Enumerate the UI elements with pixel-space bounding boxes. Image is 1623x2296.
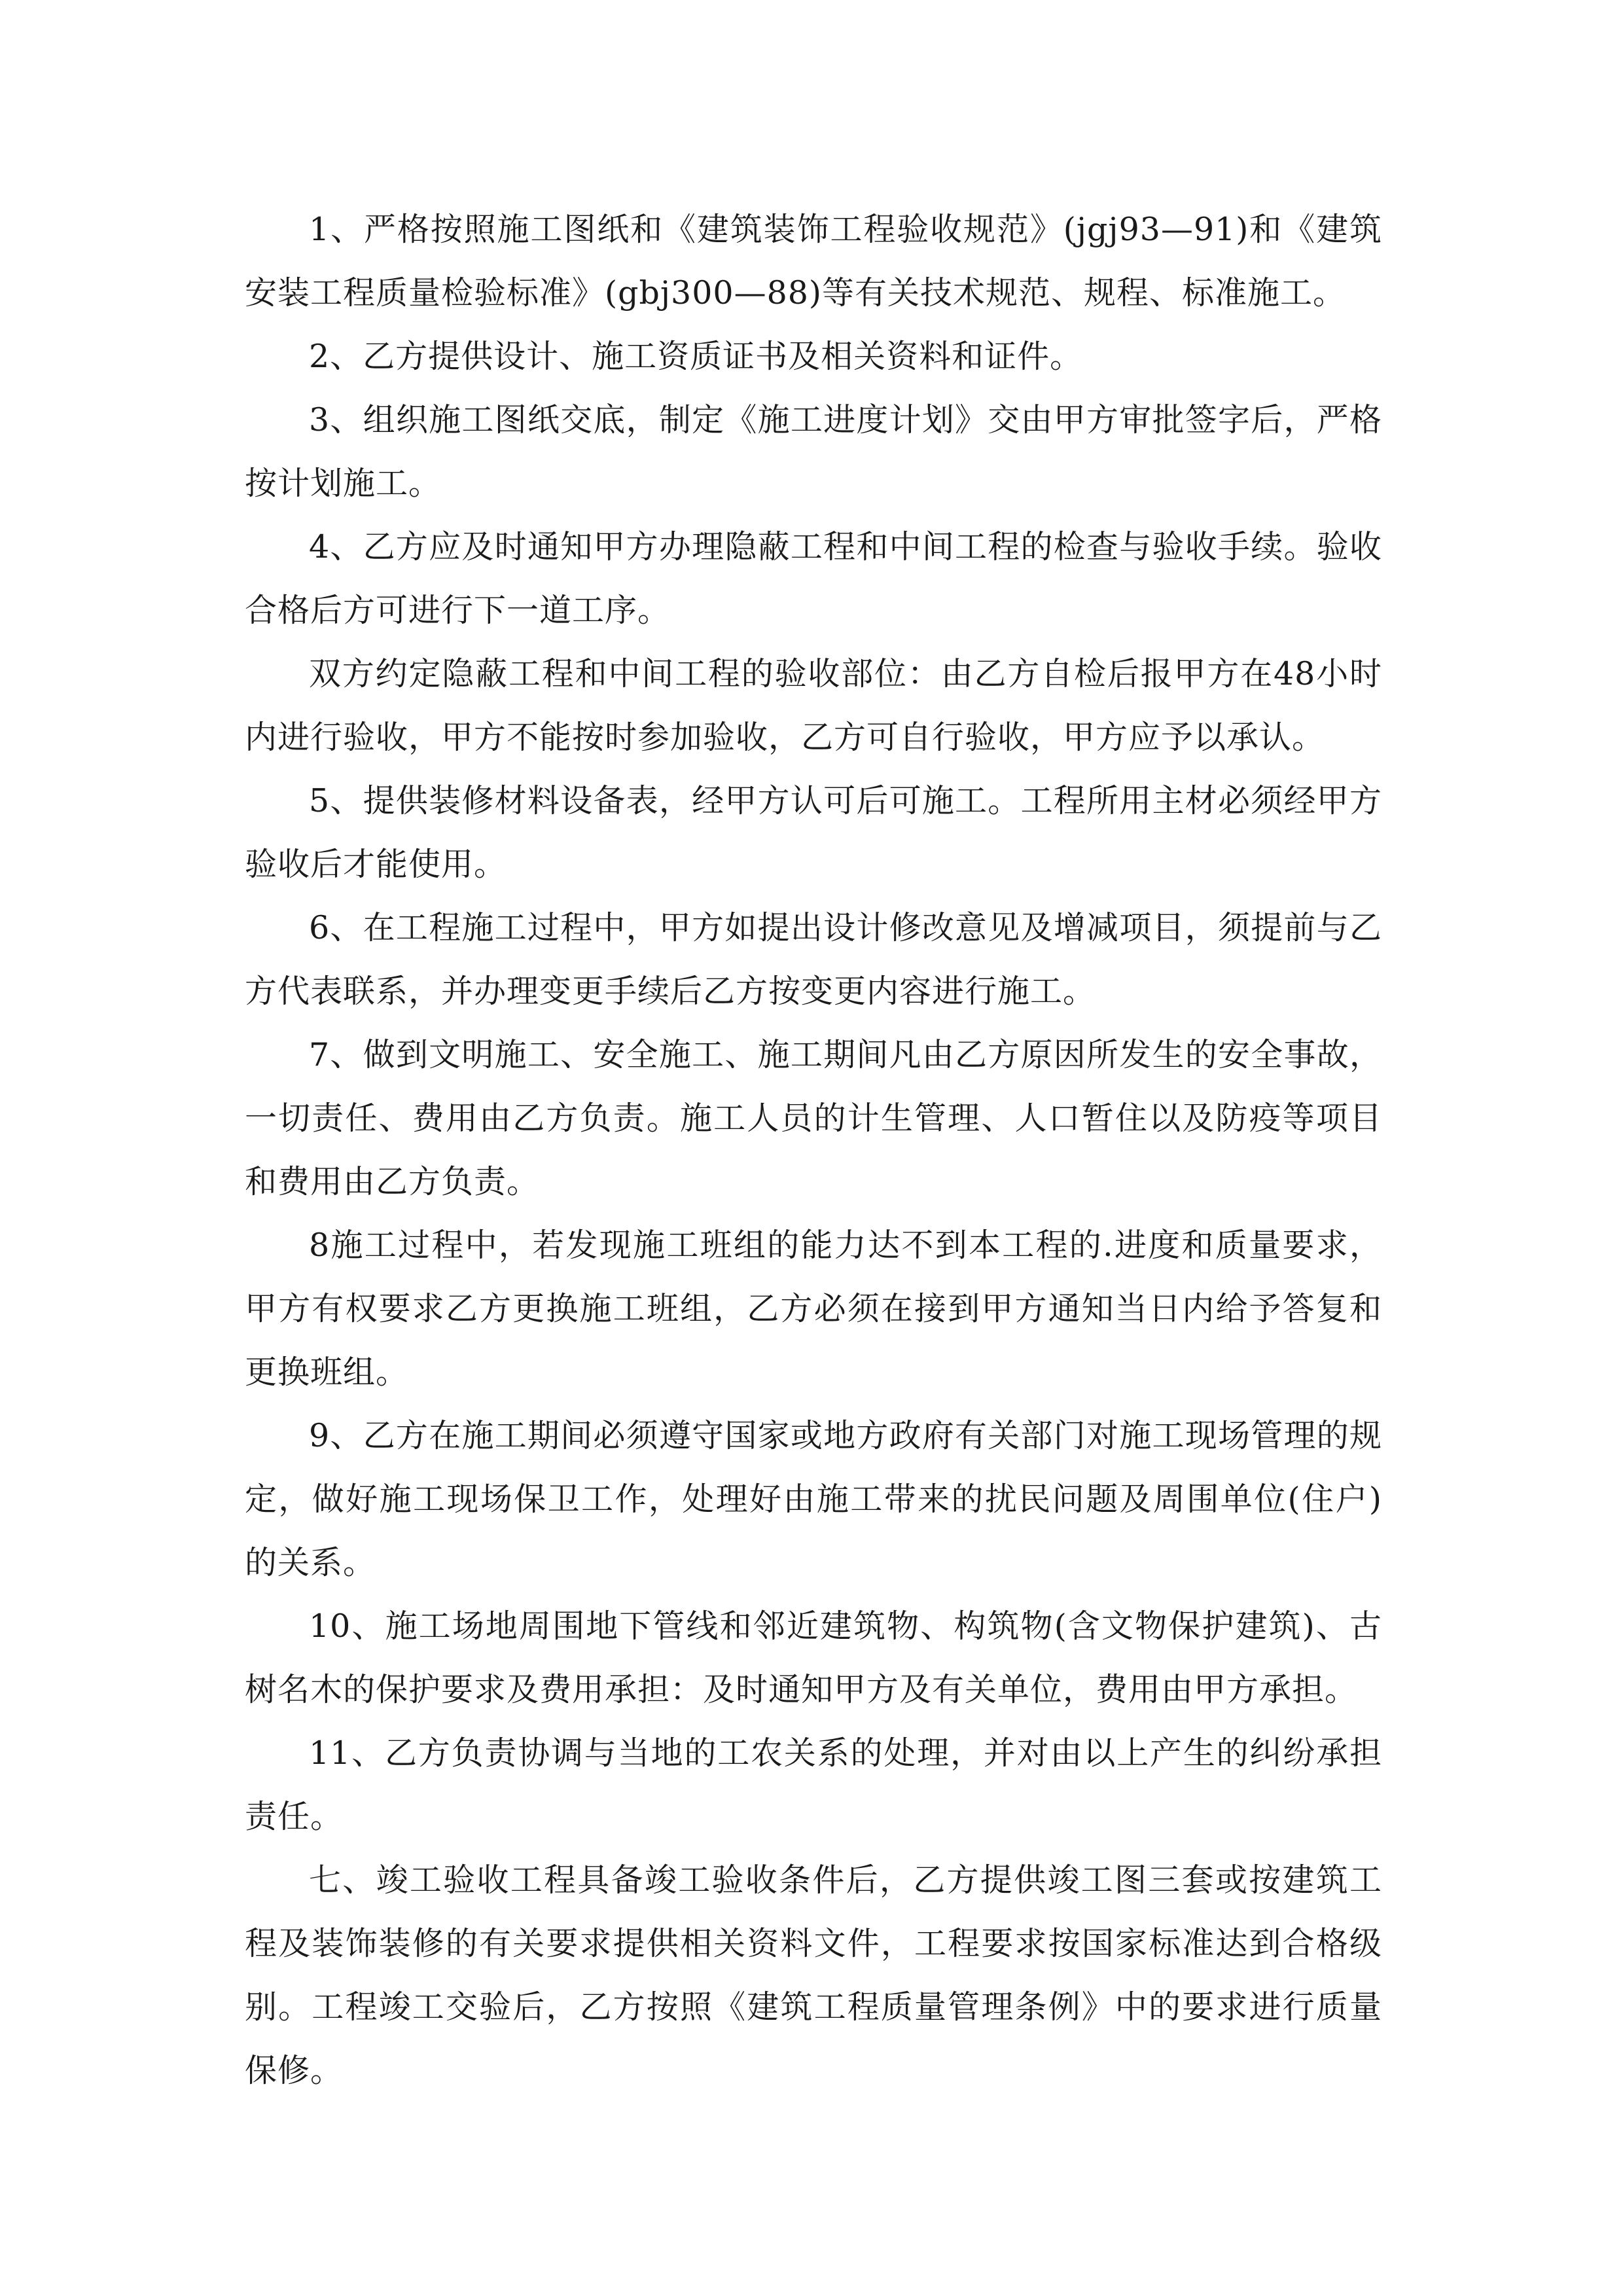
paragraph-section-7-completion: 七、竣工验收工程具备竣工验收条件后，乙方提供竣工图三套或按建筑工程及装饰装修的有关要求提供相关资料文件，工程要求按国家标准达到合格级别。工程竣工交验后，乙方按照《建筑工程质量管理条例》中的要求进行质量保修。: [245, 1861, 1382, 2089]
paragraph-5: 5、提供装修材料设备表，经甲方认可后可施工。工程所用主材必须经甲方验收后才能使用。: [245, 782, 1382, 883]
paragraph-11: 11、乙方负责协调与当地的工农关系的处理，并对由以上产生的纠纷承担责任。: [245, 1734, 1382, 1835]
paragraph-8: 8施工过程中，若发现施工班组的能力达不到本工程的.进度和质量要求，甲方有权要求乙方更换施工班组，乙方必须在接到甲方通知当日内给予答复和更换班组。: [245, 1227, 1382, 1391]
paragraph-7: 7、做到文明施工、安全施工、施工期间凡由乙方原因所发生的安全事故，一切责任、费用由乙方负责。施工人员的计生管理、人口暂住以及防疫等项目和费用由乙方负责。: [245, 1036, 1382, 1200]
paragraph-acceptance-location: 双方约定隐蔽工程和中间工程的验收部位：由乙方自检后报甲方在48小时内进行验收，甲方不能按时参加验收，乙方可自行验收，甲方应予以承认。: [245, 655, 1382, 756]
paragraph-6: 6、在工程施工过程中，甲方如提出设计修改意见及增减项目，须提前与乙方代表联系，并办理变更手续后乙方按变更内容进行施工。: [245, 909, 1382, 1010]
paragraph-4: 4、乙方应及时通知甲方办理隐蔽工程和中间工程的检查与验收手续。验收合格后方可进行下一道工序。: [245, 528, 1382, 629]
paragraph-10: 10、施工场地周围地下管线和邻近建筑物、构筑物(含文物保护建筑)、古树名木的保护要求及费用承担：及时通知甲方及有关单位，费用由甲方承担。: [245, 1607, 1382, 1708]
paragraph-1: 1、严格按照施工图纸和《建筑装饰工程验收规范》(jgj93—91)和《建筑安装工程质量检验标准》(gbj300—88)等有关技术规范、规程、标准施工。: [245, 211, 1382, 312]
paragraph-3: 3、组织施工图纸交底，制定《施工进度计划》交由甲方审批签字后，严格按计划施工。: [245, 401, 1382, 502]
paragraph-9: 9、乙方在施工期间必须遵守国家或地方政府有关部门对施工现场管理的规定，做好施工现场保卫工作，处理好由施工带来的扰民问题及周围单位(住户)的关系。: [245, 1417, 1382, 1581]
document-body: [245, 198, 1382, 2102]
paragraph-2: 2、乙方提供设计、施工资质证书及相关资料和证件。: [309, 338, 1083, 375]
